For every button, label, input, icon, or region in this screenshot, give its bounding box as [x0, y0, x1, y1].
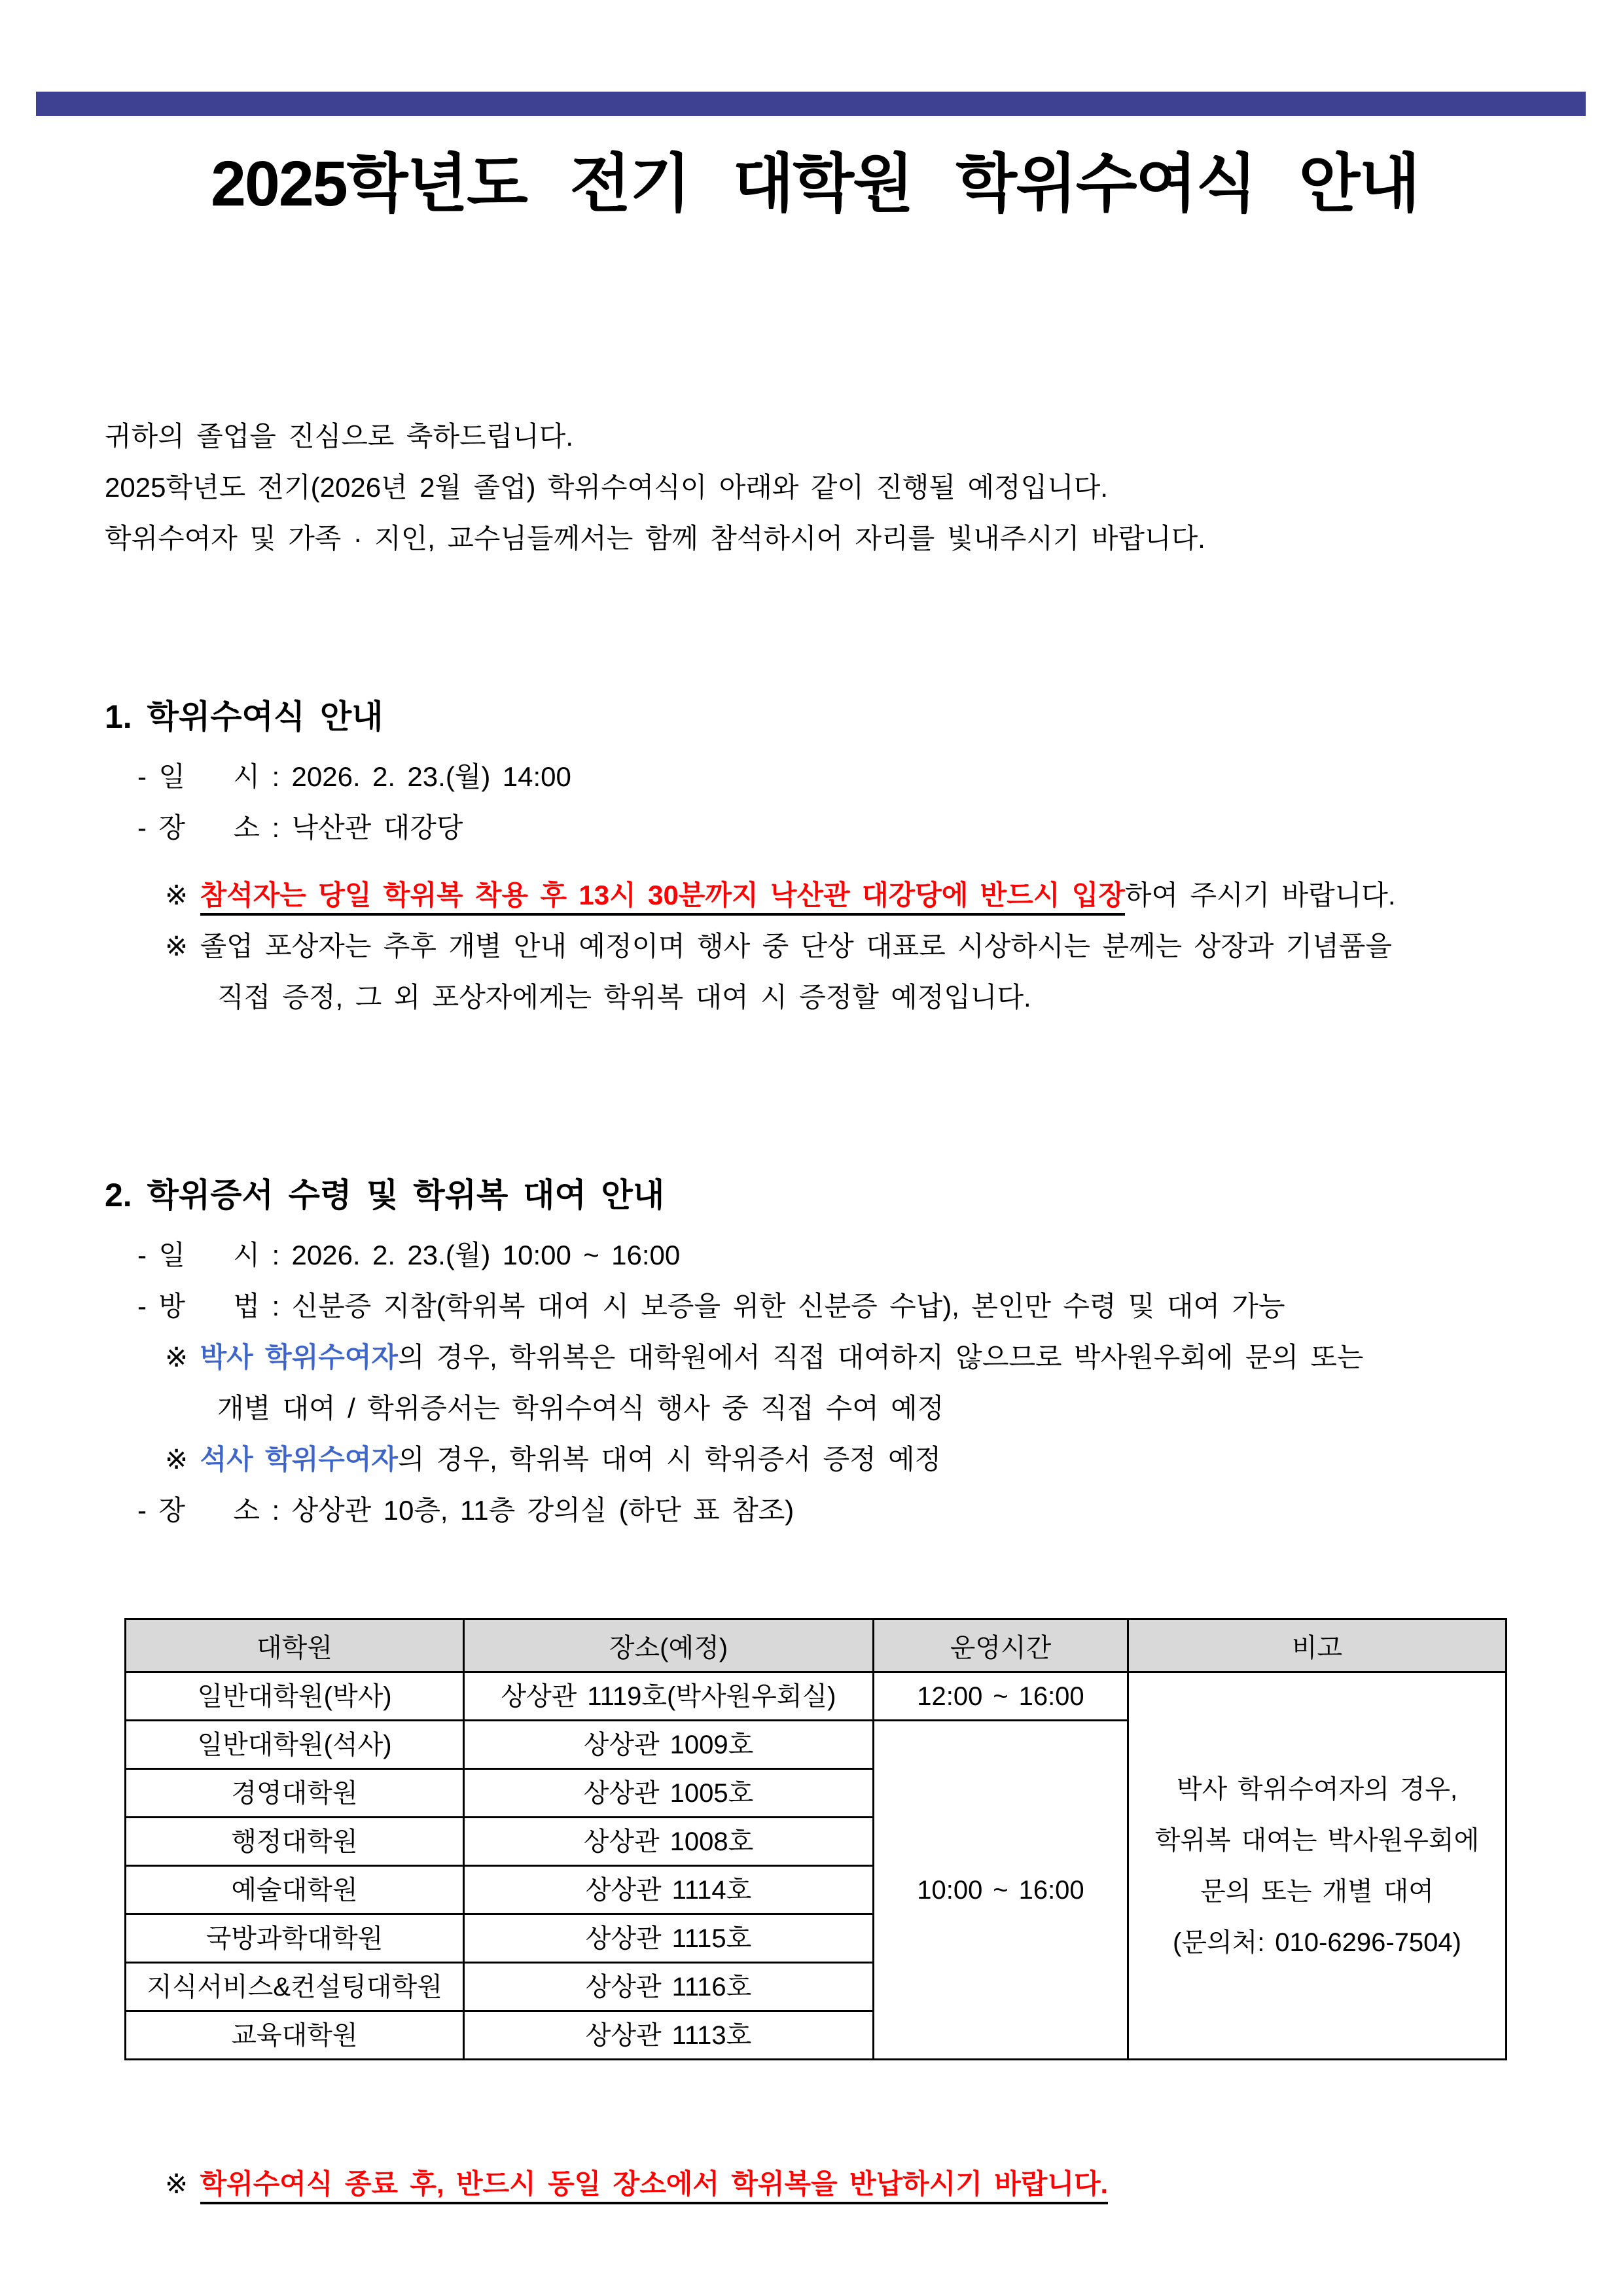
hours-cell-merged: 10:00 ~ 16:00 [874, 1721, 1128, 2060]
intro-paragraph [105, 411, 1525, 564]
place-cell: 상상관 1116호 [464, 1963, 874, 2011]
hours-cell: 12:00 ~ 16:00 [874, 1672, 1128, 1721]
place-cell: 상상관 1113호 [464, 2011, 874, 2060]
remarks-cell [1128, 1672, 1507, 2060]
section2-heading: 2. 학위증서 수령 및 학위복 대여 안내 [105, 1177, 665, 1213]
header-remarks: 비고 [1128, 1619, 1507, 1672]
section2-phd-note-line1 [105, 1332, 1525, 1383]
gown-return-note [105, 2159, 1525, 2210]
venue-table [124, 1618, 1507, 2060]
intro-line-3: 학위수여자 및 가족 · 지인, 교수님들께서는 함께 참석하시어 자리를 빛내주시기 바랍니다. [105, 523, 1205, 554]
note-marker: ※ [165, 880, 200, 910]
phd-note-tail: 의 경우, 학위복은 대학원에서 직접 대여하지 않으므로 박사원우회에 문의 또는 [398, 1342, 1364, 1372]
note-marker: ※ [165, 1342, 200, 1372]
table-row [126, 1672, 1507, 1721]
grad-school-cell: 행정대학원 [126, 1818, 464, 1866]
remarks-line-2: 학위복 대여는 박사원우회에 [1154, 1825, 1480, 1855]
grad-school-cell: 지식서비스&컨설팅대학원 [126, 1963, 464, 2011]
section1-items [105, 751, 1525, 1023]
header-grad-school: 대학원 [126, 1619, 464, 1672]
place-cell: 상상관 1114호 [464, 1866, 874, 1914]
section2-phd-note-line2: 개별 대여 / 학위증서는 학위수여식 행사 중 직접 수여 예정 [217, 1393, 944, 1424]
grad-school-cell: 일반대학원(석사) [126, 1721, 464, 1769]
place-cell: 상상관 1119호(박사원우회실) [464, 1672, 874, 1721]
remarks-line-1: 박사 학위수여자의 경우, [1176, 1774, 1458, 1804]
remarks-line-4: (문의처: 010-6296-7504) [1173, 1928, 1461, 1957]
section1-heading: 1. 학위수여식 안내 [105, 698, 383, 735]
grad-school-cell: 일반대학원(박사) [126, 1672, 464, 1721]
place-cell: 상상관 1008호 [464, 1818, 874, 1866]
section2-datetime: - 일 시 : 2026. 2. 23.(월) 10:00 ~ 16:00 [137, 1240, 681, 1270]
entry-note-red-text: 참석자는 당일 학위복 착용 후 13시 30분까지 낙산관 대강당에 반드시 입장 [200, 880, 1125, 916]
section1-location: - 장 소 : 낙산관 대강당 [137, 812, 463, 843]
gown-return-red-text: 학위수여식 종료 후, 반드시 동일 장소에서 학위복을 반납하시기 바랍니다. [200, 2168, 1109, 2204]
place-cell: 상상관 1115호 [464, 1914, 874, 1963]
venue-table-header-row [126, 1619, 1507, 1672]
ms-note-tail: 의 경우, 학위복 대여 시 학위증서 증정 예정 [398, 1444, 942, 1475]
section1-entry-note [105, 870, 1525, 921]
section1-award-note-line1: ※ 졸업 포상자는 추후 개별 안내 예정이며 행사 중 단상 대표로 시상하시는 분께는 상장과 기념품을 [165, 931, 1392, 961]
grad-school-cell: 경영대학원 [126, 1769, 464, 1818]
note-marker: ※ [165, 2168, 200, 2199]
grad-school-cell: 국방과학대학원 [126, 1914, 464, 1963]
header-place: 장소(예정) [464, 1619, 874, 1672]
remarks-line-3: 문의 또는 개별 대여 [1200, 1876, 1434, 1906]
section2-location: - 장 소 : 상상관 10층, 11층 강의실 (하단 표 참조) [137, 1495, 794, 1526]
grad-school-cell: 예술대학원 [126, 1866, 464, 1914]
section1-award-note-line2: 직접 증정, 그 외 포상자에게는 학위복 대여 시 증정할 예정입니다. [217, 982, 1031, 1013]
section1-datetime: - 일 시 : 2026. 2. 23.(월) 14:00 [137, 761, 571, 792]
place-cell: 상상관 1009호 [464, 1721, 874, 1769]
header-accent-bar [36, 92, 1586, 116]
document-title: 2025학년도 전기 대학원 학위수여식 안내 [210, 148, 1419, 219]
place-cell: 상상관 1005호 [464, 1769, 874, 1818]
section2-method: - 방 법 : 신분증 지참(학위복 대여 시 보증을 위한 신분증 수납), 본인만 수령 및 대여 가능 [137, 1291, 1285, 1321]
intro-line-1: 귀하의 졸업을 진심으로 축하드립니다. [105, 421, 573, 452]
header-hours: 운영시간 [874, 1619, 1128, 1672]
note-marker: ※ [165, 1444, 200, 1475]
ms-note-blue-text: 석사 학위수여자 [200, 1444, 398, 1475]
section2-ms-note [105, 1434, 1525, 1485]
phd-note-blue-text: 박사 학위수여자 [200, 1342, 398, 1372]
grad-school-cell: 교육대학원 [126, 2011, 464, 2060]
section2-items [105, 1230, 1525, 1536]
intro-line-2: 2025학년도 전기(2026년 2월 졸업) 학위수여식이 아래와 같이 진행될 예정입니다. [105, 472, 1108, 503]
entry-note-tail: 하여 주시기 바랍니다. [1124, 880, 1396, 910]
